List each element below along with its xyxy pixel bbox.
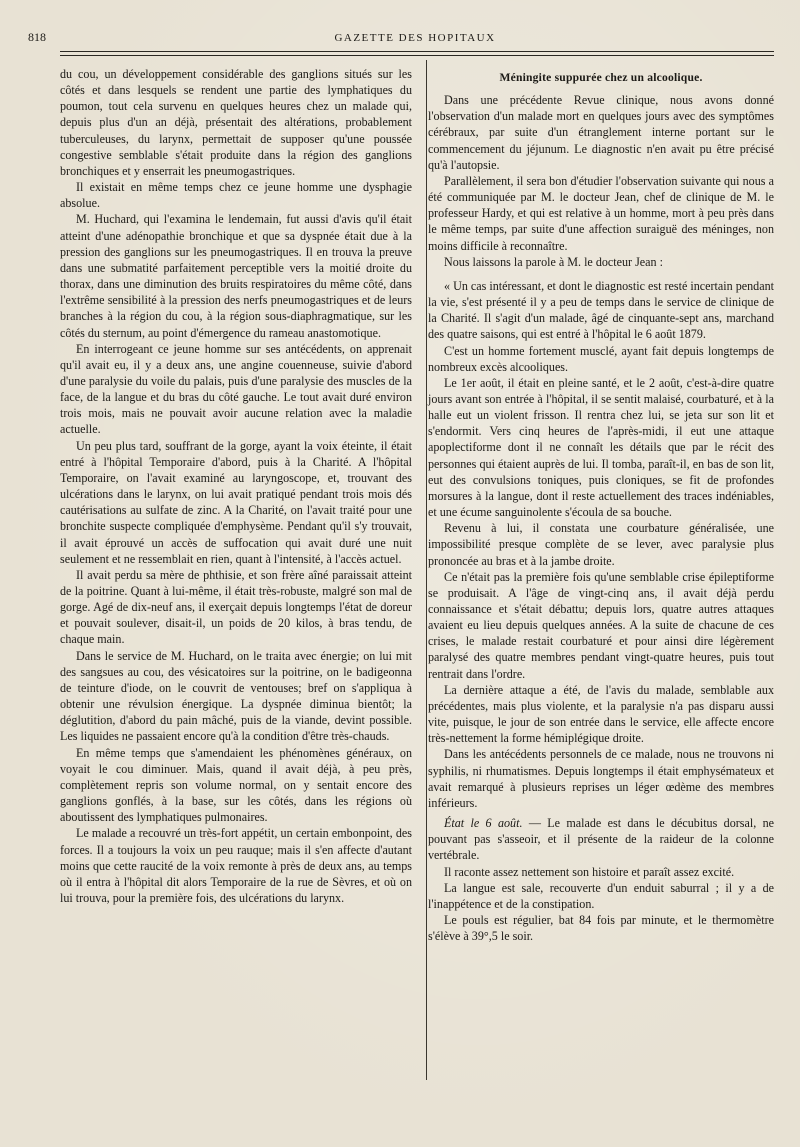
paragraph: En interrogeant ce jeune homme sur ses antécédents, on apprenait qu'il avait eu, il y a deux ans, une angine couenneuse, suivie d'abord d'une paralysie du voile du palais, puis d'une paralysie des muscles de la face, de la langue et du bras du côté gauche. Le tout avait duré environ trois mois, mais ne pouvait avoir aucune relation avec la maladie actuelle. [60,341,412,437]
column-divider [426,60,427,1080]
paragraph: En même temps que s'amendaient les phénomènes généraux, on voyait le cou diminuer. Mais, quand il avait déjà, à peu près, complètement repris son volume normal, on y sentait encore des ganglions gonflés, à la base, sur les côtés, dans les régions où aboutissent des lymphatiques pulmonaires. [60,745,412,825]
state-paragraph [428,815,774,863]
paragraph: Dans les antécédents personnels de ce malade, nous ne trouvons ni syphilis, ni rhumatismes. Depuis longtemps il était emphysémateux et avait remarqué à plusieurs reprises un léger œdème des membres inférieurs. [428,747,774,810]
paragraph: Le 1er août, il était en pleine santé, et le 2 août, c'est-à-dire quatre jours avant son entrée à l'hôpital, il se sentit malaisé, courbaturé, et à la halle eut un violent frisson. Il rentra chez lui, se jeta sur son lit et s'endormit. Vers cinq heures de l'après-midi, il eut une attaque apoplectiforme dont il ne connaît les détails que par le récit des personnes qui étaient auprès de lui. Il tomba, paraît-il, en bas de son lit, eut des convulsions toniques, puis cloniques, se fit de profondes morsures à la langue, dont il reste actuellement des traces indéniables, et une écume sanguinolente s'écoula de sa bouche. [428,375,774,520]
paragraph: Revenu à lui, il constata une courbature généralisée, une impossibilité presque complète de se lever, avec paralysie plus prononcée au bras et à la jambe droite. [428,521,774,568]
paragraph: Le pouls est régulier, bat 84 fois par minute, et le thermomètre s'élève à 39°,5 le soir. [428,912,774,944]
paragraph: Dans une précédente Revue clinique, nous avons donné l'observation d'un malade mort en quelques jours avec des symptômes cérébraux, par suite d'un étranglement interne portant sur le commencement du jéjunum. Le diagnostic n'en avait pu être précisé qu'à l'autopsie. [428,93,774,172]
paragraph: « Un cas intéressant, et dont le diagnostic est resté incertain pendant la vie, s'est présenté il y a peu de temps dans le service de clinique de la Charité. Il s'agit d'un malade, âgé de cinquante-sept ans, marchand des quatre saisons, qui est entré à l'hôpital le 6 août 1879. [428,278,774,342]
paragraph: Il raconte assez nettement son histoire et paraît assez excité. [444,864,735,879]
paragraph: Il existait en même temps chez ce jeune homme une dysphagie absolue. [60,180,412,211]
paragraph: Nous laissons la parole à M. le docteur Jean : [444,254,663,269]
page-number: 818 [28,30,46,44]
state-text: — Le malade est dans le décubitus dorsal, ne pouvant pas s'asseoir, et il présente de la raideur de la colonne vertébrale. [428,816,774,863]
paragraph: Le malade a recouvré un très-fort appétit, un certain embonpoint, des forces. Il a toujours la voix un peu rauque; mais il s'en affecte d'autant moins que cette raucité de la voix remonte à près de deux ans, au temps où il entra à l'hôpital dit alors Temporaire de la rue de Sèvres, et où on lui trouva, pour la première fois, des ulcérations du larynx. [60,826,412,905]
state-label: État le 6 août. [444,816,523,831]
journal-title: GAZETTE DES HOPITAUX [334,32,496,44]
left-column [60,66,412,906]
spacer [428,270,774,278]
paragraph: du cou, un développement considérable des ganglions situés sur les côtés et dans lesquels se rendent une partie des lymphatiques du poumon, tout cela survenu en quelques heures chez un malade qui, depuis plus d'un an déjà, présentait des altérations, probablement tuberculeuses, du larynx, permettait de supposer qu'une poussée congestive semblable s'était produite dans la région des ganglions bronchiques et y enserrait les pneumogastriques. [60,67,412,178]
paragraph: Dans le service de M. Huchard, on le traita avec énergie; on lui mit des sangsues au cou, des vésicatoires sur la poitrine, on le badigeonna de teinture d'iode, on le couvrit de ventouses; bref on s'appliqua à obtenir une révulsion énergique. La dyspnée diminua bientôt; la déglutition, d'abord du pain mâché, puis de la viande, devint possible. Les liquides ne passaient encore qu'à la condition d'être très-chauds. [60,648,412,744]
paragraph: Un peu plus tard, souffrant de la gorge, ayant la voix éteinte, il était entré à l'hôpital Temporaire d'abord, puis à la Charité. A l'hôpital Temporaire, on l'avait examiné au laryngoscope, et, trouvant des ulcérations dans le larynx, on lui avait pratiqué pendant trois mois dés cautérisations au sulfate de zinc. A la Charité, on l'avait traité pour une bronchite suspecte compliquée d'emphysème. Pendant qu'il s'y trouvait, il avait éprouvé un accès de suffocation qui avait duré une nuit seulement et ne ressemblait en rien, quant à l'intensité, à l'accès actuel. [60,438,412,566]
paragraph: La dernière attaque a été, de l'avis du malade, semblable aux précédentes, mais plus violente, et la paralysie n'a pas disparu aussi vite, puisque, le jour de son entrée dans le service, elle affecte encore très-nettement la forme hémiplégique droite. [428,682,774,746]
right-column [428,66,774,944]
paragraph: M. Huchard, qui l'examina le lendemain, fut aussi d'avis qu'il était atteint d'une adénopathie bronchique et que sa dyspnée était due à la pression des ganglions sur les pneumogastriques. Il en trouva la preuve dans une submatité parfaitement perceptible vers la moitié droite du thorax, dans une diminution des bruits respiratoires du même côté, dans l'extrême sensibilité à la pression des nerfs pneumogastriques et de leurs branches à la région du cou, à la région sous-diaphragmatique, sur les côtés du sternum, au point d'émergence du rameau anastomotique. [60,212,412,340]
paragraph: Parallèlement, il sera bon d'étudier l'observation suivante qui nous a été communiquée par M. le docteur Jean, chef de clinique de M. le professeur Hardy, et qui est relative à un homme, mort à peu près dans le même temps, par suite d'une affection suraiguë des méninges, non moins difficile à reconnaître. [428,173,774,253]
paragraph: La langue est sale, recouverte d'un enduit saburral ; il y a de l'inappétence et de la constipation. [428,880,774,911]
paragraph: C'est un homme fortement musclé, ayant fait depuis longtemps de nombreux excès alcooliques. [428,343,774,374]
paragraph: Il avait perdu sa mère de phthisie, et son frère aîné paraissait atteint de la poitrine. Quant à lui-même, il était très-robuste, malgré son mal de gorge. Agé de dix-neuf ans, il exerçait depuis longtemps l'état de doreur et pouvait soulever, disait-il, un poids de 20 kilos, à bras tendu, de chaque main. [60,567,412,647]
header-rule-top [60,51,774,52]
header-rule-bottom [60,55,774,56]
section-title: Méningite suppurée chez un alcoolique. [499,71,703,84]
paragraph: Ce n'était pas la première fois qu'une semblable crise épileptiforme se produisait. A l'âge de vingt-cinq ans, il avait déjà perdu connaissance et s'était débattu; depuis lors, quatre autres attaques avaient eu lieu depuis quelques années. A la suite de chacune de ces crises, le malade restait courbaturé et pour ainsi dire légèrement paralysé des quatre membres pendant vingt-quatre heures, puis tout rentrait dans l'ordre. [428,569,774,681]
